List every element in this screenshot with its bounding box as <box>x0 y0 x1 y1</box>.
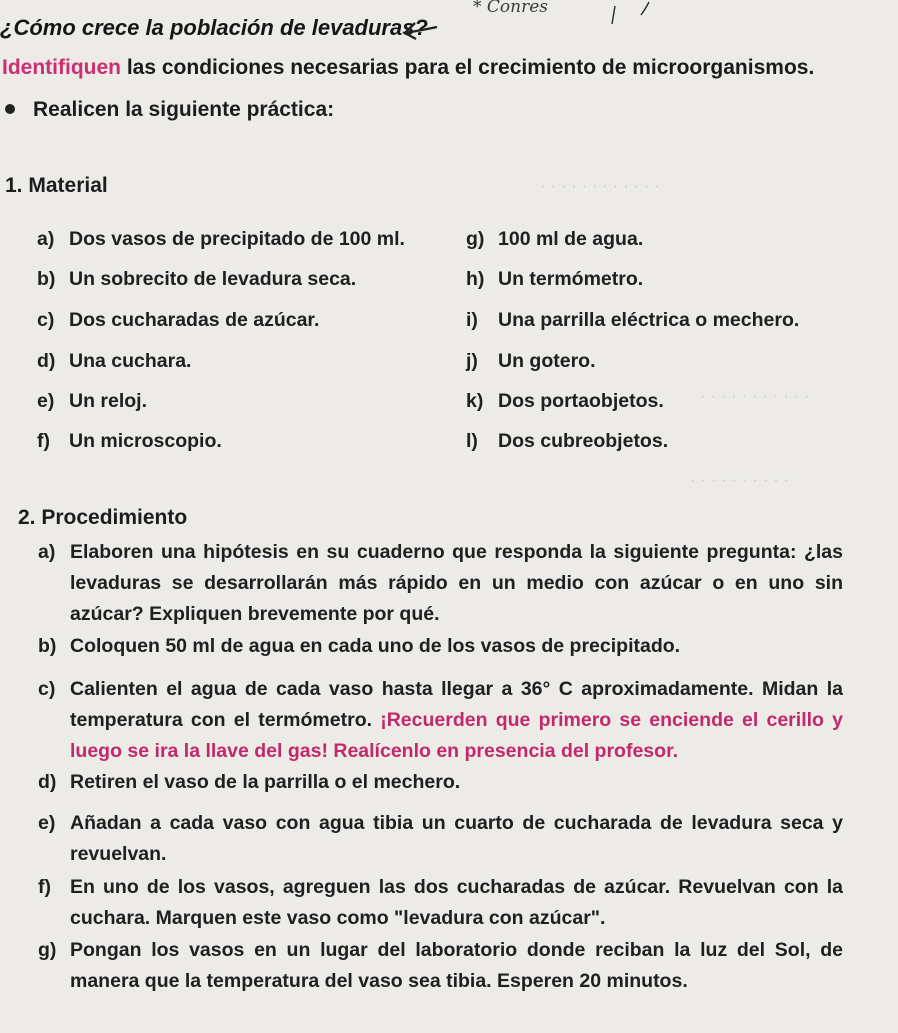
material-item: b) Un sobrecito de levadura seca. <box>37 268 357 290</box>
procedure-step: d) Retiren el vaso de la parrilla o el mechero. <box>38 771 461 793</box>
procedure-step: e) Añadan a cada vaso con agua tibia un cuarto de cucharada de levadura seca y revuelvan. <box>38 812 843 865</box>
objective-text <box>2 56 814 80</box>
handwritten-note: * Conres <box>473 0 549 17</box>
material-item: d) Una cuchara. <box>37 350 192 372</box>
material-item: f) Un microscopio. <box>37 430 222 452</box>
safety-warning: ¡Recuerden que primero se enciende el cerillo y luego se ira la llave del gas! Realícenlo en presencia del profesor. <box>70 709 843 762</box>
show-through-text: · · · · · · · · · · · <box>700 386 810 405</box>
show-through-text: · · · · · · · · · · <box>690 470 790 489</box>
procedure-step: a) Elaboren una hipótesis en su cuaderno que responda la siguiente pregunta: ¿las levaduras se desarrollarán más rápido en un medio con azúcar o en uno sin azúcar? Expliquen brevemente por qué. <box>38 541 843 625</box>
procedure-title: 2. Procedimiento <box>18 506 188 529</box>
material-item: c) Dos cucharadas de azúcar. <box>37 309 320 331</box>
material-item: i) Una parrilla eléctrica o mechero. <box>466 309 800 331</box>
handwritten-arrow-icon <box>405 0 685 46</box>
procedure-step: g) Pongan los vasos en un lugar del laboratorio donde reciban la luz del Sol, de manera que la temperatura del vaso sea tibia. Esperen 20 minutos. <box>38 939 843 992</box>
material-item: j) Un gotero. <box>466 350 596 372</box>
objective-highlight: Identifiquen <box>2 56 121 79</box>
instruction-text: Realicen la siguiente práctica: <box>33 98 335 121</box>
bullet-icon <box>5 104 15 114</box>
material-item: e) Un reloj. <box>37 390 148 412</box>
instruction-bullet <box>0 98 334 122</box>
objective-rest: las condiciones necesarias para el crecimiento de microorganismos. <box>121 56 815 79</box>
material-item: g) 100 ml de agua. <box>466 228 644 250</box>
material-item: k) Dos portaobjetos. <box>466 390 664 412</box>
material-item: h) Un termómetro. <box>466 268 644 290</box>
material-title: 1. Material <box>5 174 108 197</box>
show-through-text: · · · · · · · · · · · · <box>540 176 660 195</box>
material-item: l) Dos cubreobjetos. <box>466 430 669 452</box>
page-question: ¿Cómo crece la población de levaduras? <box>0 15 428 40</box>
material-item: a) Dos vasos de precipitado de 100 ml. <box>37 228 405 250</box>
procedure-step: c) Calienten el agua de cada vaso hasta llegar a 36° C aproximadamente. Midan la temperatura con el termómetro. ¡Recuerden que primero se enciende el cerillo y luego se ira la llave del gas! Realícenlo en presencia del profesor. <box>38 678 843 762</box>
procedure-step: b) Coloquen 50 ml de agua en cada uno de los vasos de precipitado. <box>38 635 681 657</box>
procedure-step: f) En uno de los vasos, agreguen las dos cucharadas de azúcar. Revuelvan con la cuchara. Marquen este vaso como "levadura con azúcar". <box>38 876 843 929</box>
